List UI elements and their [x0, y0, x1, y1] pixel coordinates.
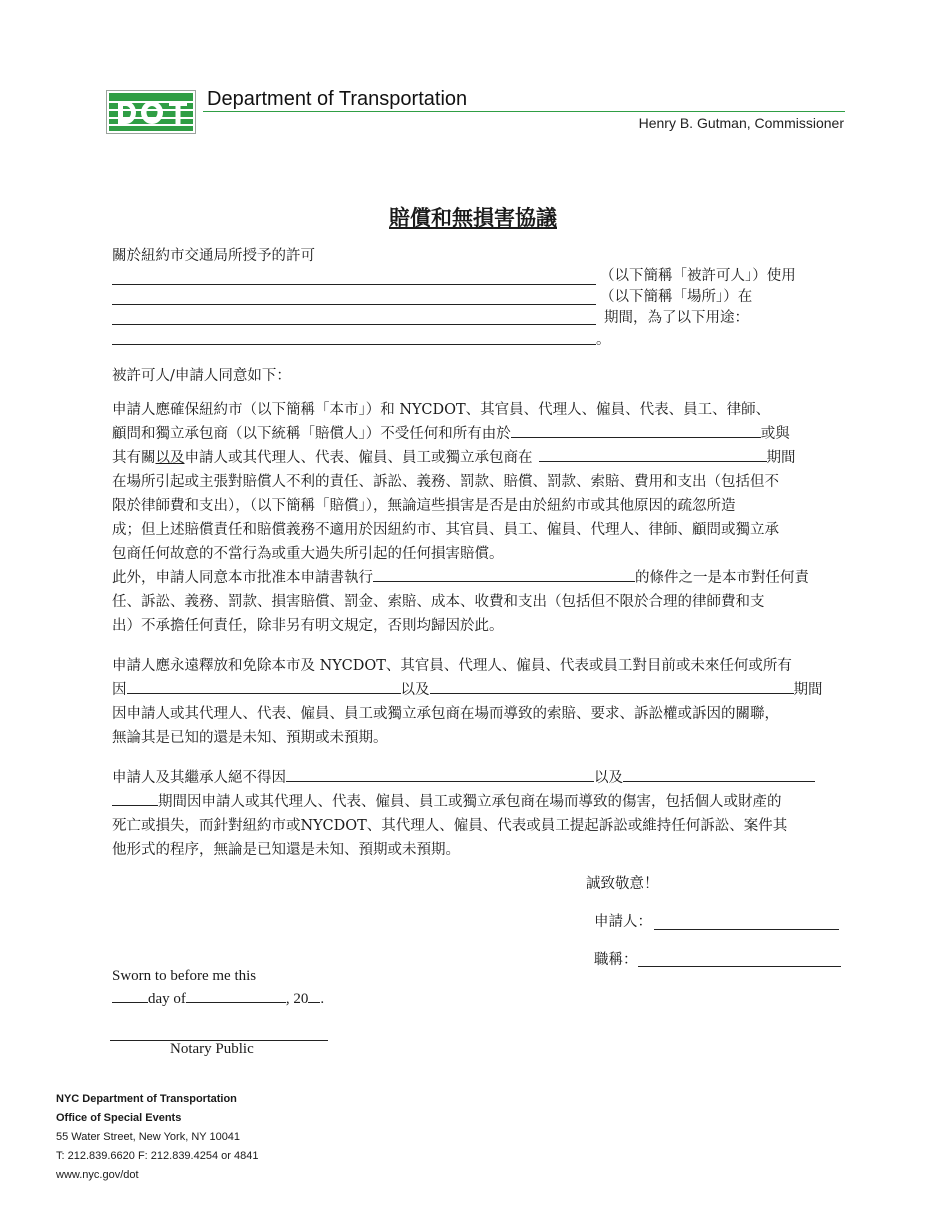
para1-underlined: 以及	[155, 450, 185, 466]
para1-line	[112, 446, 796, 470]
notary-sworn: Sworn to before me this	[112, 968, 257, 984]
para2-line: 因申請人或其代理人、代表、僱員、員工或獨立承包商在場而導致的索賠、要求、訴訟權或訴因的關聯，	[112, 706, 779, 722]
title-label: 職稱：	[594, 952, 638, 968]
notary-public-label: Notary Public	[170, 1041, 254, 1057]
para1-text: 顧問和獨立承包商（以下統稱「賠償人」）不受任何和所有由於	[112, 426, 511, 442]
para3-text: 以及	[594, 770, 623, 786]
para1-line: 申請人應確保紐約市（以下簡稱「本市」）和 NYCDOT、其官員、代理人、僱員、代表、員工、律師、	[112, 402, 771, 418]
agree-heading: 被許可人/申請人同意如下：	[112, 368, 291, 384]
permittee-label: （以下簡稱「被許可人」）使用	[600, 268, 796, 284]
notary-period: .	[320, 991, 325, 1007]
period-field[interactable]	[112, 324, 596, 325]
release-cause-field[interactable]	[127, 679, 401, 694]
para2-line: 無論其是已知的還是未知、預期或未預期。	[112, 730, 388, 746]
para1-text: 期間	[766, 450, 796, 466]
footer-phone: T: 212.839.6620 F: 212.839.4254 or 4841	[56, 1150, 259, 1162]
dot-logo	[106, 90, 196, 134]
notary-year: , 20	[285, 991, 309, 1007]
para3-line	[112, 790, 782, 814]
title-signature-field[interactable]	[638, 966, 841, 967]
premises-label: （以下簡稱「場所」）在	[600, 289, 753, 305]
intro-text: 關於紐約市交通局所授予的許可	[112, 248, 315, 264]
cause-field[interactable]	[511, 423, 761, 438]
purpose-end: 。	[596, 332, 611, 348]
para1-text: 其有關	[112, 450, 156, 466]
para3-line: 死亡或損失，而針對紐約市或NYCDOT、其代理人、僱員、代表或員工提起訴訟或維持任何訴訟、案件其	[112, 818, 788, 834]
execution-field[interactable]	[373, 567, 635, 582]
para1-text: 或與	[760, 426, 790, 442]
notary-year-field[interactable]	[308, 988, 320, 1003]
successor-period-field-cont[interactable]	[112, 791, 158, 806]
para1-line	[112, 422, 790, 446]
footer-office: Office of Special Events	[56, 1112, 182, 1124]
closing: 誠致敬意！	[586, 876, 659, 892]
para2-line: 申請人應永遠釋放和免除本市及 NYCDOT、其官員、代理人、僱員、代表或員工對目前或未來任何或所有	[112, 658, 792, 674]
notary-month-field[interactable]	[186, 988, 286, 1003]
para1-line	[112, 566, 809, 590]
footer-address: 55 Water Street, New York, NY 10041	[56, 1131, 241, 1143]
department-name: Department of Transportation	[207, 88, 468, 110]
premises-field[interactable]	[112, 304, 596, 305]
notary-day-of: day of	[148, 991, 186, 1007]
purpose-field[interactable]	[112, 344, 596, 345]
para1-line: 在場所引起或主張對賠償人不利的責任、訴訟、義務、罰款、賠償、罰款、索賠、費用和支出（包括但不	[112, 474, 779, 490]
para1-line: 包商任何故意的不當行為或重大過失所引起的任何損害賠償。	[112, 546, 504, 562]
para3-text: 申請人及其繼承人絕不得因	[112, 770, 286, 786]
para2-text: 以及	[400, 682, 430, 698]
period-label: 期間，為了以下用途：	[604, 310, 749, 326]
para1-line: 成；但上述賠償責任和賠償義務不適用於因紐約市、其官員、員工、僱員、代理人、律師、顧問或獨立承	[112, 522, 779, 538]
notary-date-line	[112, 988, 324, 1008]
para1-line: 限於律師費和支出），（以下簡稱「賠償」），無論這些損害是否是由於紐約市或其他原因的疏忽所造	[112, 498, 736, 514]
commissioner: Henry B. Gutman, Commissioner	[638, 115, 844, 131]
para1-text: 申請人或其代理人、代表、僱員、員工或獨立承包商在	[184, 450, 533, 466]
applicant-label: 申請人：	[594, 914, 652, 930]
successor-period-field[interactable]	[623, 767, 815, 782]
para2-line	[112, 678, 823, 702]
para1-text: 的條件之一是本市對任何責	[635, 570, 809, 586]
release-period-field[interactable]	[430, 679, 794, 694]
notary-day-field[interactable]	[112, 988, 148, 1003]
para1-line: 任、訴訟、義務、罰款、損害賠償、罰金、索賠、成本、收費和支出（包括但不限於合理的律師費和支	[112, 594, 765, 610]
permittee-field[interactable]	[112, 284, 596, 285]
para1-text: 此外，申請人同意本市批准本申請書執行	[112, 570, 373, 586]
page-title: 賠償和無損害協議	[389, 205, 557, 230]
footer-website[interactable]: www.nyc.gov/dot	[56, 1169, 139, 1181]
para3-text: 期間因申請人或其代理人、代表、僱員、員工或獨立承包商在場而導致的傷害，包括個人或財產的	[158, 794, 782, 810]
footer-org: NYC Department of Transportation	[56, 1093, 237, 1105]
header-rule	[203, 111, 845, 112]
applicant-signature-field[interactable]	[654, 929, 839, 930]
para1-line: 出）不承擔任何責任，除非另有明文規定，否則均歸因於此。	[112, 618, 504, 634]
para3-line: 他形式的程序，無論是已知還是未知、預期或未預期。	[112, 842, 460, 858]
location-field[interactable]	[539, 447, 767, 462]
para2-text: 因	[112, 682, 127, 698]
successor-cause-field[interactable]	[286, 767, 594, 782]
para3-line	[112, 766, 815, 790]
para2-text: 期間	[793, 682, 823, 698]
